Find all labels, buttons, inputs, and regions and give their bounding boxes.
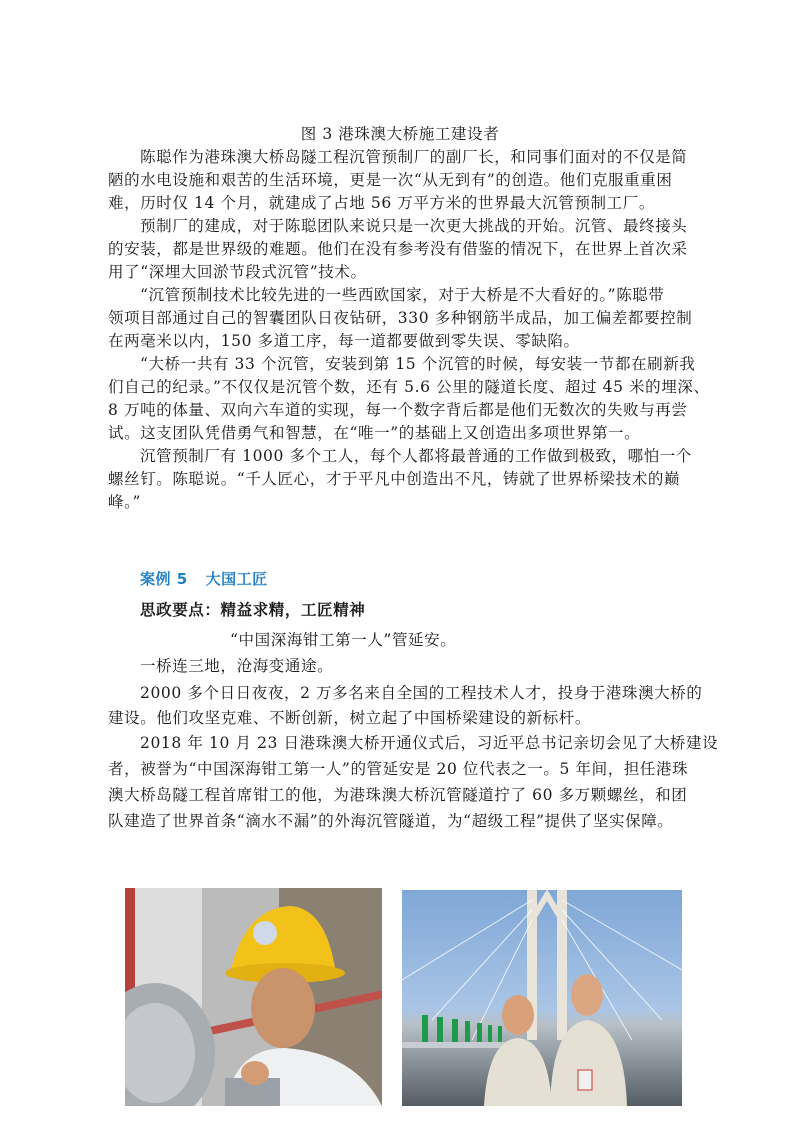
paragraph-line: 2000 多个日日夜夜，2 万多名来自全国的工程技术人才，投身于港珠澳大桥的 [140, 684, 703, 702]
paragraph-line: 的安装，都是世界级的难题。他们在没有参考没有借鉴的情况下，在世界上首次采 [108, 240, 688, 258]
paragraph-line: 陈聪作为港珠澳大桥岛隧工程沉管预制厂的副厂长，和同事们面对的不仅是简 [140, 148, 688, 166]
case-title: 大国工匠 [205, 570, 268, 588]
paragraph-line: 建设。他们攻坚克难、不断创新，树立起了中国桥梁建设的新标杆。 [108, 709, 592, 727]
photo-bridge-builders [402, 890, 682, 1106]
photo-worker-helmet [125, 888, 382, 1106]
paragraph-line: 2018 年 10 月 23 日港珠澳大桥开通仪式后，习近平总书记亲切会见了大桥建设 [140, 734, 719, 752]
paragraph-line: 螺丝钉。陈聪说。“千人匠心，才于平凡中创造出不凡，铸就了世界桥梁技术的巅 [108, 470, 681, 488]
paragraph-line: 预制厂的建成，对于陈聪团队来说只是一次更大挑战的开始。沉管、最终接头 [140, 217, 688, 235]
paragraph-line: 队建造了世界首条“滴水不漏”的外海沉管隧道，为“超级工程”提供了坚实保障。 [108, 812, 674, 830]
figure-caption: 图 3 港珠澳大桥施工建设者 [300, 125, 500, 143]
bridge-illustration [402, 890, 682, 1106]
case-heading [140, 569, 268, 589]
paragraph-line: 沉管预制厂有 1000 多个工人，每个人都将最普通的工作做到极致，哪怕一个 [140, 447, 693, 465]
paragraph-line: 峰。” [108, 493, 141, 511]
key-point: 思政要点：精益求精，工匠精神 [140, 600, 366, 619]
paragraph-line: 者，被誉为“中国深海钳工第一人”的管延安是 20 位代表之一。5 年间，担任港珠 [108, 760, 689, 778]
case-subtitle: “中国深海钳工第一人”管延安。 [230, 631, 457, 649]
paragraph-line: 一桥连三地，沧海变通途。 [140, 657, 334, 675]
paragraph-line: 陋的水电设施和艰苦的生活环境，更是一次“从无到有”的创造。他们克服重重困 [108, 171, 673, 189]
case-label: 案例 5 [140, 570, 188, 588]
paragraph-line: 在两毫米以内，150 多道工序，每一道都要做到零失误、零缺陷。 [108, 332, 580, 350]
worker-illustration [125, 888, 382, 1106]
paragraph-line: 8 万吨的体量、双向六车道的实现，每一个数字背后都是他们无数次的失败与再尝 [108, 401, 688, 419]
paragraph-line: 领项目部通过自己的智囊团队日夜钻研，330 多种钢筋半成品，加工偏差都要控制 [108, 309, 693, 327]
paragraph-line: 用了“深埋大回淤节段式沉管”技术。 [108, 263, 367, 281]
paragraph-line: 们自己的纪录。”不仅仅是沉管个数，还有 5.6 公里的隧道长度、超过 45 米的埋深、 [108, 378, 710, 396]
paragraph-line: “大桥一共有 33 个沉管，安装到第 15 个沉管的时候，每安装一节都在刷新我 [140, 355, 696, 373]
paragraph-line: 澳大桥岛隧工程首席钳工的他，为港珠澳大桥沉管隧道拧了 60 多万颗螺丝，和团 [108, 786, 688, 804]
paragraph-line: 试。这支团队凭借勇气和智慧，在“唯一”的基础上又创造出多项世界第一。 [108, 424, 641, 442]
paragraph-line: “沉管预制技术比较先进的一些西欧国家，对于大桥是不大看好的。”陈聪带 [140, 286, 665, 304]
paragraph-line: 难，历时仅 14 个月，就建成了占地 56 万平方米的世界最大沉管预制工厂。 [108, 194, 655, 212]
